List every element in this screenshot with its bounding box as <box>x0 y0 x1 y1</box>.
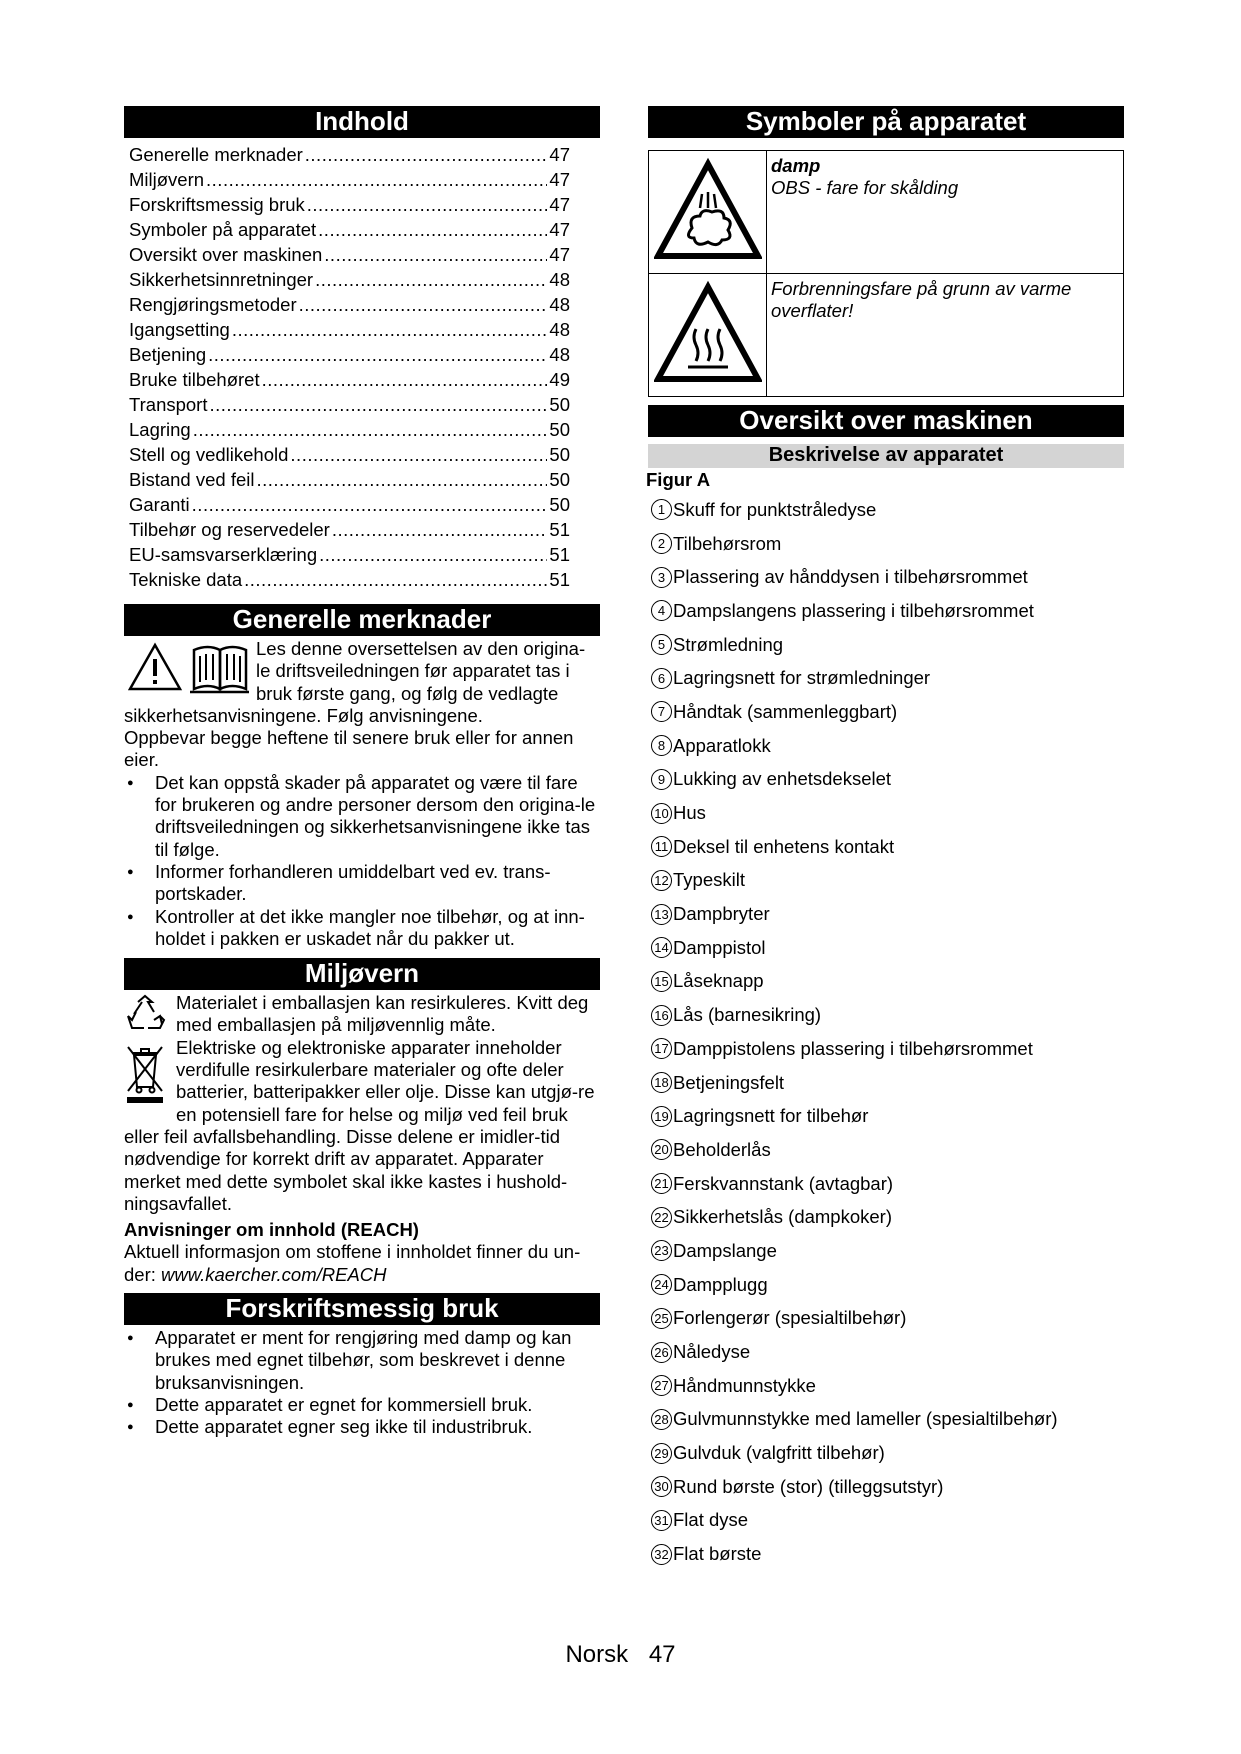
toc-entry-page: 48 <box>549 344 570 365</box>
part-number-badge: 3 <box>651 567 672 588</box>
part-label: Apparatlokk <box>673 734 771 756</box>
toc-entry-page: 48 <box>549 294 570 315</box>
part-number-badge: 20 <box>651 1139 672 1160</box>
part-label: Forlengerør (spesialtilbehør) <box>673 1307 907 1329</box>
toc-entry-page: 50 <box>549 494 570 515</box>
part-label: Ferskvannstank (avtagbar) <box>673 1172 894 1194</box>
toc-entry-label: Sikkerhetsinnretninger <box>129 269 314 290</box>
part-number-badge: 6 <box>651 668 672 689</box>
warning-manual-icon <box>128 642 250 699</box>
toc-leader-dots <box>305 142 548 167</box>
part-item <box>648 695 1124 729</box>
toc-leader-dots <box>209 392 547 417</box>
part-item <box>648 1200 1124 1234</box>
general-intro-line1: Les denne oversettelsen av den origina- <box>256 638 586 659</box>
part-number-badge: 10 <box>651 803 672 824</box>
hot-surface-warning-icon <box>649 274 767 397</box>
toc-entry-label: Igangsetting <box>129 319 230 340</box>
toc-entry-label: Bistand ved feil <box>129 469 255 490</box>
part-number-badge: 26 <box>651 1342 672 1363</box>
toc-entry[interactable] <box>129 367 600 392</box>
part-number-badge: 22 <box>651 1207 672 1228</box>
symbol-text: Forbrenningsfare på grunn av varme overflater! <box>771 278 1072 321</box>
toc-entry[interactable] <box>129 292 600 317</box>
toc-entry-page: 47 <box>549 169 570 190</box>
toc-leader-dots <box>193 417 548 442</box>
symbol-bold-label: damp <box>771 155 821 176</box>
part-label: Håndmunnstykke <box>673 1374 816 1396</box>
part-label: Hus <box>673 802 706 824</box>
part-number-badge: 9 <box>651 769 672 790</box>
part-number-badge: 2 <box>651 533 672 554</box>
part-label: Betjeningsfelt <box>673 1071 785 1093</box>
steam-warning-icon <box>649 151 767 274</box>
toc-leader-dots <box>208 342 547 367</box>
part-item <box>648 1537 1124 1571</box>
toc-entry[interactable] <box>129 542 600 567</box>
toc-entry[interactable] <box>129 192 600 217</box>
part-number-badge: 1 <box>651 499 672 520</box>
toc-entry-label: Oversikt over maskinen <box>129 244 323 265</box>
toc-entry-page: 49 <box>549 369 570 390</box>
parts-list <box>648 493 1124 1571</box>
toc-entry-label: Lagring <box>129 419 191 440</box>
part-label: Gulvduk (valgfritt tilbehør) <box>673 1442 885 1464</box>
intended-use-bullets <box>124 1327 600 1438</box>
part-item <box>648 796 1124 830</box>
toc-entry[interactable] <box>129 317 600 342</box>
toc-entry-label: Tekniske data <box>129 569 243 590</box>
page-footer <box>0 1641 1241 1669</box>
part-item <box>648 1066 1124 1100</box>
part-item <box>648 1032 1124 1066</box>
general-bullet: ● Det kan oppstå skader på apparatet og være til fare for brukeren og andre personer dersom den origina-le driftsveiledningen og sikkerhetsanvisningene ikke tas til følge. <box>124 772 600 861</box>
toc-leader-dots <box>307 192 548 217</box>
toc-entry[interactable] <box>129 167 600 192</box>
symbol-row <box>649 151 1124 274</box>
toc-leader-dots <box>290 442 547 467</box>
part-item <box>648 1369 1124 1403</box>
toc-entry-label: Stell og vedlikehold <box>129 444 289 465</box>
toc-entry[interactable] <box>129 342 600 367</box>
symbol-description <box>767 151 1124 274</box>
part-number-badge: 25 <box>651 1308 672 1329</box>
part-item <box>648 864 1124 898</box>
toc-leader-dots <box>324 242 547 267</box>
part-label: Lagringsnett for tilbehør <box>673 1105 869 1127</box>
toc-leader-dots <box>206 167 547 192</box>
toc-leader-dots <box>262 367 548 392</box>
part-label: Rund børste (stor) (tilleggsutstyr) <box>673 1475 944 1497</box>
part-item <box>648 965 1124 999</box>
toc-entry-page: 48 <box>549 269 570 290</box>
toc-entry[interactable] <box>129 517 600 542</box>
part-label: Flat dyse <box>673 1509 749 1531</box>
part-item <box>648 998 1124 1032</box>
part-item <box>648 661 1124 695</box>
toc-entry-label: Rengjøringsmetoder <box>129 294 297 315</box>
part-label: Lukking av enhetsdekselet <box>673 768 892 790</box>
toc-entry-label: Symboler på apparatet <box>129 219 317 240</box>
weee-bin-icon <box>124 1041 170 1110</box>
toc-entry-label: Betjening <box>129 344 207 365</box>
table-of-contents <box>124 142 600 592</box>
toc-entry-page: 51 <box>549 569 570 590</box>
general-intro-line2: le driftsveiledningen før apparatet tas i <box>256 660 570 682</box>
part-label: Dampslangens plassering i tilbehørsrommet <box>673 599 1034 621</box>
toc-leader-dots <box>232 317 548 342</box>
environment-heading: Miljøvern <box>124 958 600 990</box>
general-intro-rest: sikkerhetsanvisningene. Følg anvisningene. <box>124 704 483 726</box>
general-heading: Generelle merknader <box>124 604 600 636</box>
toc-entry-page: 47 <box>549 244 570 265</box>
part-number-badge: 16 <box>651 1005 672 1026</box>
part-label: Plassering av hånddysen i tilbehørsrommet <box>673 566 1028 588</box>
toc-entry-label: Bruke tilbehøret <box>129 369 260 390</box>
part-item <box>648 1504 1124 1538</box>
right-column <box>648 106 1124 1571</box>
part-label: Lagringsnett for strømledninger <box>673 667 931 689</box>
part-label: Sikkerhetslås (dampkoker) <box>673 1206 892 1228</box>
part-number-badge: 21 <box>651 1173 672 1194</box>
recycle-text: Materialet i emballasjen kan resirkuleres. Kvitt deg med emballasjen på miljøvennlig måte. <box>176 992 589 1036</box>
part-number-badge: 14 <box>651 937 672 958</box>
toc-entry[interactable] <box>129 567 600 592</box>
toc-leader-dots <box>299 292 548 317</box>
general-keep-text: Oppbevar begge heftene til senere bruk eller for annen eier. <box>124 727 574 771</box>
toc-entry[interactable] <box>129 392 600 417</box>
general-bullet: ● Kontroller at det ikke mangler noe tilbehør, og at inn-holdet i pakken er uskadet når du pakker ut. <box>124 906 600 951</box>
part-number-badge: 15 <box>651 971 672 992</box>
part-number-badge: 7 <box>651 701 672 722</box>
part-label: Tilbehørsrom <box>673 532 782 554</box>
part-number-badge: 12 <box>651 870 672 891</box>
toc-entry-page: 51 <box>549 544 570 565</box>
toc-leader-dots <box>318 217 547 242</box>
toc-entry[interactable] <box>129 467 600 492</box>
symbols-heading: Symboler på apparatet <box>648 106 1124 138</box>
part-label: Håndtak (sammenleggbart) <box>673 700 898 722</box>
part-number-badge: 27 <box>651 1375 672 1396</box>
intended-use-bullet: ● Apparatet er ment for rengjøring med damp og kan brukes med egnet tilbehør, som beskrevet i denne bruksanvisningen. <box>124 1327 600 1394</box>
toc-entry-label: Miljøvern <box>129 169 205 190</box>
part-number-badge: 13 <box>651 904 672 925</box>
symbol-description <box>767 274 1124 397</box>
toc-leader-dots <box>315 267 547 292</box>
part-label: Strømledning <box>673 633 784 655</box>
symbol-row <box>649 274 1124 397</box>
part-item <box>648 1335 1124 1369</box>
toc-heading: Indhold <box>124 106 600 138</box>
part-item <box>648 1302 1124 1336</box>
toc-entry-label: Generelle merknader <box>129 144 303 165</box>
overview-heading: Oversikt over maskinen <box>648 405 1124 437</box>
part-item <box>648 830 1124 864</box>
part-item <box>648 1403 1124 1437</box>
toc-entry-label: Tilbehør og reservedeler <box>129 519 330 540</box>
part-number-badge: 31 <box>651 1510 672 1531</box>
part-label: Beholderlås <box>673 1138 771 1160</box>
part-item <box>648 1470 1124 1504</box>
part-item <box>648 1234 1124 1268</box>
part-label: Skuff for punktstråledyse <box>673 498 877 520</box>
part-number-badge: 18 <box>651 1072 672 1093</box>
intended-use-bullet: ● Dette apparatet egner seg ikke til industribruk. <box>124 1416 600 1438</box>
part-number-badge: 19 <box>651 1106 672 1127</box>
part-item <box>648 527 1124 561</box>
toc-entry-page: 47 <box>549 144 570 165</box>
toc-entry-label: Transport <box>129 394 208 415</box>
part-item <box>648 560 1124 594</box>
part-item <box>648 1268 1124 1302</box>
part-item <box>648 1436 1124 1470</box>
part-item <box>648 1133 1124 1167</box>
reach-heading: Anvisninger om innhold (REACH) <box>124 1219 419 1241</box>
symbol-text: OBS - fare for skålding <box>771 177 959 198</box>
environment-section <box>124 992 600 1286</box>
part-label: Damppistol <box>673 936 766 958</box>
part-item <box>648 931 1124 965</box>
general-bullets <box>124 772 600 950</box>
weee-text: Elektriske og elektroniske apparater inneholder verdifulle resirkulerbare materialer og ofte deler batterier, batteripakker eller olje. Disse kan utgjø-re en potensiell fare for helse og miljø ved feil bruk eller feil avfallsbehandling. Disse delene er imidler-tid nødvendige for korrekt drift av apparatet. Apparater merket med dette symbolet skal ikke kastes i hushold-ningsavfallet. <box>124 1036 595 1214</box>
part-label: Nåledyse <box>673 1341 751 1363</box>
toc-entry-label: Garanti <box>129 494 190 515</box>
part-label: Damppistolens plassering i tilbehørsrommet <box>673 1037 1033 1059</box>
toc-entry[interactable] <box>129 142 600 167</box>
toc-entry-label: Forskriftsmessig bruk <box>129 194 305 215</box>
toc-entry[interactable] <box>129 492 600 517</box>
general-section <box>124 638 600 950</box>
toc-entry-page: 48 <box>549 319 570 340</box>
part-item <box>648 1167 1124 1201</box>
part-number-badge: 29 <box>651 1443 672 1464</box>
toc-entry[interactable] <box>129 242 600 267</box>
part-item <box>648 729 1124 763</box>
reach-text: Aktuell informasjon om stoffene i innholdet finner du un-der: <box>124 1241 581 1285</box>
toc-leader-dots <box>192 492 548 517</box>
toc-leader-dots <box>244 567 547 592</box>
toc-leader-dots <box>332 517 548 542</box>
part-number-badge: 23 <box>651 1240 672 1261</box>
part-number-badge: 4 <box>651 600 672 621</box>
left-column <box>124 106 600 1439</box>
part-label: Låseknapp <box>673 970 764 992</box>
toc-entry[interactable] <box>129 442 600 467</box>
overview-subheading: Beskrivelse av apparatet <box>648 444 1124 468</box>
part-label: Deksel til enhetens kontakt <box>673 835 895 857</box>
part-label: Typeskilt <box>673 869 745 891</box>
part-item <box>648 1099 1124 1133</box>
toc-entry[interactable] <box>129 417 600 442</box>
general-bullet: ● Informer forhandleren umiddelbart ved ev. trans-portskader. <box>124 861 600 906</box>
part-label: Dampbryter <box>673 903 770 925</box>
part-item <box>648 594 1124 628</box>
reach-link[interactable]: www.kaercher.com/REACH <box>161 1263 387 1285</box>
part-number-badge: 11 <box>651 836 672 857</box>
toc-entry-page: 47 <box>549 194 570 215</box>
intended-use-heading: Forskriftsmessig bruk <box>124 1293 600 1325</box>
intended-use-bullet: ● Dette apparatet er egnet for kommersiell bruk. <box>124 1394 600 1416</box>
part-item <box>648 763 1124 797</box>
part-item <box>648 628 1124 662</box>
toc-entry-page: 47 <box>549 219 570 240</box>
part-label: Dampslange <box>673 1239 777 1261</box>
part-label: Flat børste <box>673 1543 762 1565</box>
part-number-badge: 8 <box>651 735 672 756</box>
part-number-badge: 5 <box>651 634 672 655</box>
reach-paragraph <box>124 1241 600 1286</box>
recycle-icon <box>124 994 170 1039</box>
part-label: Dampplugg <box>673 1273 768 1295</box>
toc-entry[interactable] <box>129 267 600 292</box>
toc-entry-page: 50 <box>549 419 570 440</box>
part-label: Gulvmunnstykke med lameller (spesialtilbehør) <box>673 1408 1058 1430</box>
part-item <box>648 897 1124 931</box>
toc-leader-dots <box>319 542 547 567</box>
toc-entry-page: 50 <box>549 394 570 415</box>
part-number-badge: 32 <box>651 1544 672 1565</box>
part-number-badge: 24 <box>651 1274 672 1295</box>
page-number: 47 <box>648 1641 676 1668</box>
general-intro-line3: bruk første gang, og følg de vedlagte <box>256 682 559 704</box>
toc-entry[interactable] <box>129 217 600 242</box>
part-item <box>648 493 1124 527</box>
toc-entry-page: 51 <box>549 519 570 540</box>
part-number-badge: 30 <box>651 1476 672 1497</box>
footer-language: Norsk <box>565 1641 629 1668</box>
part-number-badge: 17 <box>651 1038 672 1059</box>
toc-entry-page: 50 <box>549 469 570 490</box>
symbols-table <box>648 150 1124 397</box>
toc-entry-label: EU-samsvarserklæring <box>129 544 318 565</box>
part-label: Lås (barnesikring) <box>673 1004 822 1026</box>
toc-entry-page: 50 <box>549 444 570 465</box>
figure-label: Figur A <box>646 469 711 490</box>
toc-leader-dots <box>256 467 547 492</box>
part-number-badge: 28 <box>651 1409 672 1430</box>
